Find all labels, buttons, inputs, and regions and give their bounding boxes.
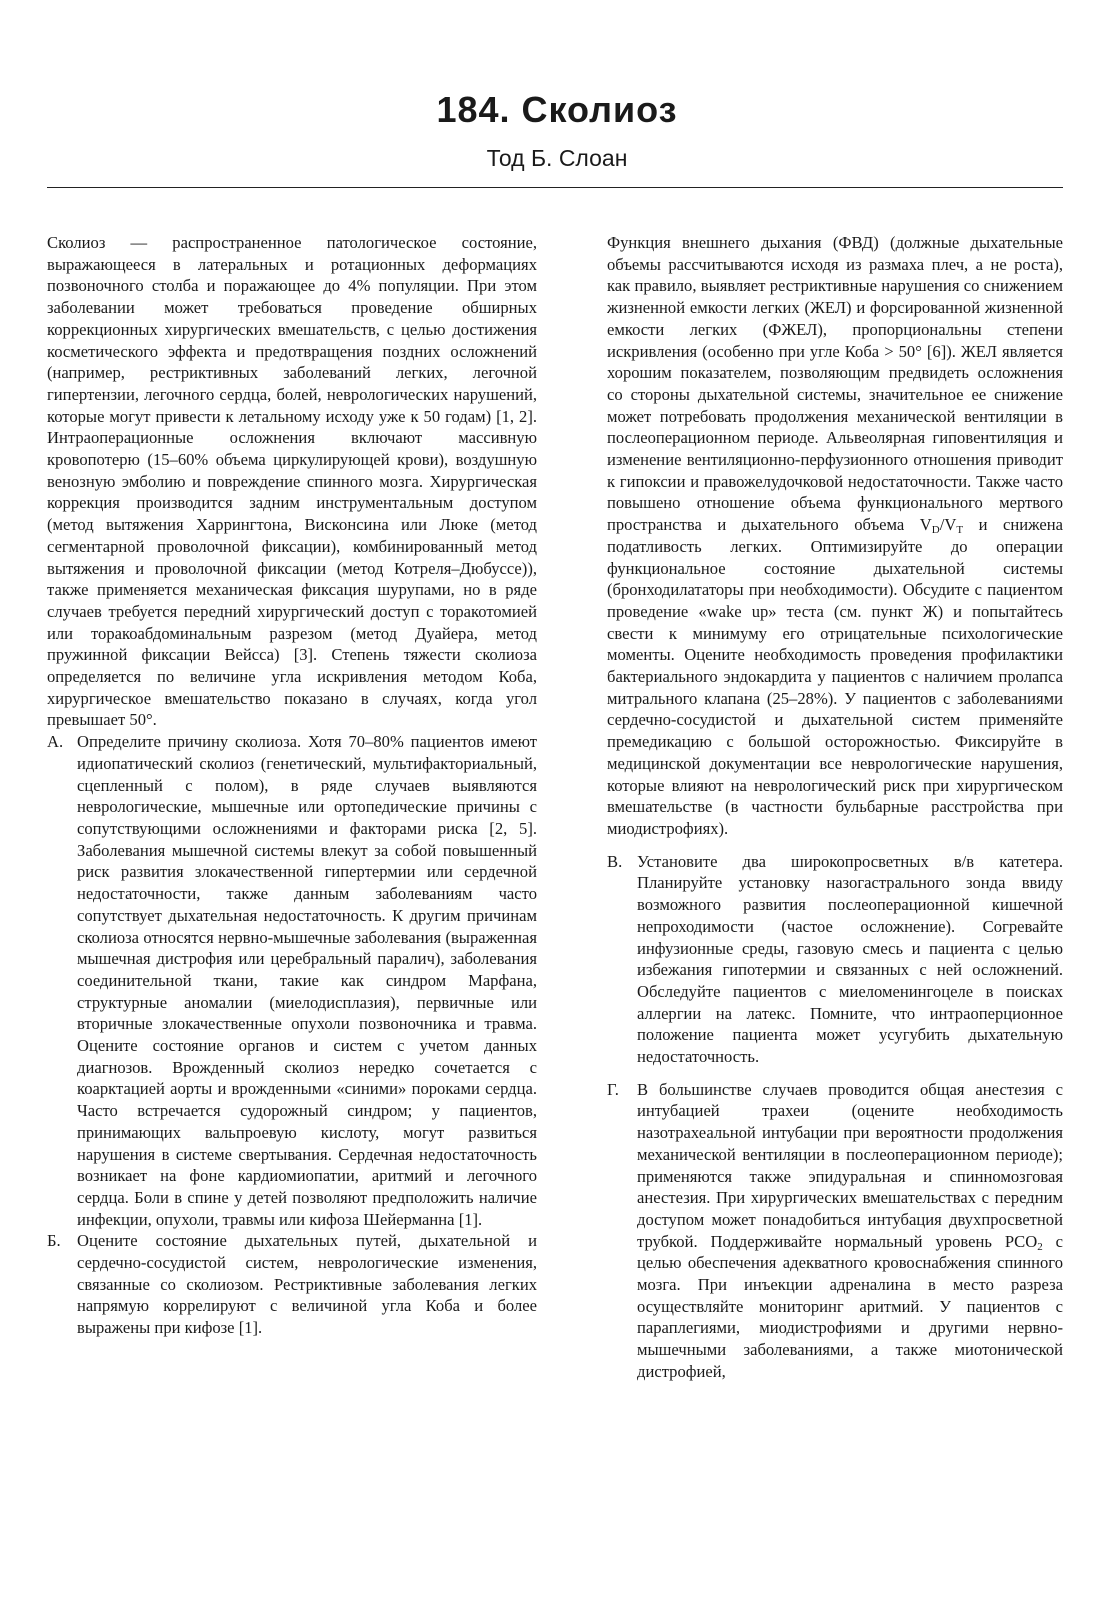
list-item-v	[607, 851, 1063, 1068]
continuation-text-1: Функция внешнего дыхания (ФВД) (должные дыхательные объемы рассчитываются исходя из размаха плеч, а не роста), как правило, выявляет рестриктивные нарушения со снижением жизненной емкости легких (ЖЕЛ) и форсированной жизненной емкости легких (ФЖЕЛ), пропорциональны степени искривления (особенно при угле Коба > 50° [6]). ЖЕЛ является хорошим показателем, позволяющим предвидеть осложнения со стороны дыхательной системы, значительное ее снижение может потребовать продолжения механической вентиляции в послеоперационном периоде. Альвеолярная гиповентиляция и изменение вентиляционно-перфузионного отношения приводит к гипоксии и правожелудочковой недостаточности. Также часто повышено отношение объема функционального мертвого пространства и дыхательного объема V	[607, 233, 1063, 535]
continuation-text-2: и снижена податливость легких. Оптимизируйте до операции функциональное состояние дыхательной системы (бронходилататоры при необходимости). Обсудите с пациентом проведение «wake up» теста (см. пункт Ж) и попытайтесь свести к минимуму его отрицательные психологические моменты. Оцените необходимость проведения профилактики бактериального эндокардита у пациентов с наличием пролапса митрального клапана (25–28%). У пациентов с заболеваниями сердечно-сосудистой и дыхательной систем применяйте премедикацию с большой осторожностью. Фиксируйте в медицинской документации все неврологические нарушения, которые влияют на неврологический риск при хирургическом вмешательстве (в частности бульбарные расстройства при миодистрофиях).	[607, 515, 1063, 838]
chapter-title: 184. Сколиоз	[436, 89, 678, 130]
list-item-g	[607, 1079, 1063, 1383]
header-divider	[47, 187, 1063, 188]
list-item-b-text: Оцените состояние дыхательных путей, дыхательной и сердечно-сосудистой систем, неврологические изменения, связанные со сколиозом. Рестриктивные заболевания легких напрямую коррелируют с величиной угла Коба и более выражены при кифозе [1].	[77, 1231, 537, 1338]
list-marker-g: Г.	[607, 1079, 619, 1099]
list-item-b	[47, 1230, 537, 1339]
right-column	[607, 232, 1063, 1383]
list-item-g-text	[637, 1079, 1063, 1383]
subscript-d: D	[931, 524, 940, 537]
list-marker-v: В.	[607, 851, 623, 871]
subscript-t: T	[956, 524, 964, 537]
list-item-a-text: Определите причину сколиоза. Хотя 70–80% пациентов имеют идиопатический сколиоз (генетический, мультифакториальный, сцепленный с полом), в ряде случаев выявляются неврологические, мышечные или ортопедические причины с сопутствующими осложнениями и факторами риска [2, 5]. Заболевания мышечной системы влекут за собой повышенный риск развития злокачественной гипертермии или сердечной недостаточности, также данным заболеваниям часто сопутствует дыхательная недостаточность. К другим причинам сколиоза относятся нервно-мышечные заболевания (выраженная мышечная дистрофия или церебральный паралич), заболевания соединительной ткани, такие как синдром Марфана, структурные аномалии (миелодисплазия), первичные или вторичные злокачественные опухоли позвоночника и травма. Оцените состояние органов и систем с учетом данных диагнозов. Врожденный сколиоз нередко сочетается с коарктацией аорты и врожденными «синими» пороками сердца. Часто встречается судорожный синдром; у пациентов, принимающих вальпроевую кислоту, могут развиться нарушения в системе свертывания. Сердечная недостаточность возникает на фоне кардиомиопатии, аритмий и легочного сердца. Боли в спине у детей позволяют предположить наличие инфекции, опухоли, травмы или кифоза Шейерманна [1].	[77, 732, 537, 1229]
list-marker-a: А.	[47, 732, 64, 752]
list-item-a	[47, 731, 537, 1230]
left-column	[47, 232, 537, 1339]
item-b-continuation	[607, 232, 1063, 840]
subscript-2: 2	[1037, 1240, 1043, 1253]
chapter-author: Тод Б. Слоан	[486, 145, 628, 171]
intro-paragraph: Сколиоз — распространенное патологическое состояние, выражающееся в латеральных и ротационных деформациях позвоночного столба и поражающее до 4% популяции. При этом заболевании может требоваться проведение обширных коррекционных хирургических вмешательств, с целью достижения косметического эффекта и предотвращения поздних осложнений (например, рестриктивных заболеваний легких, легочной гипертензии, легочного сердца, болей, неврологических нарушений, которые могут привести к летальному исходу уже к 50 годам) [1, 2]. Интраоперационные осложнения включают массивную кровопотерю (15–60% объема циркулирующей крови), воздушную венозную эмболию и повреждение спинного мозга. Хирургическая коррекция производится задним инструментальным доступом (метод вытяжения Харрингтона, Висконсина или Люке (метод сегментарной проволочной фиксации), комбинированный метод вытяжения и проволочной фиксации (метод Котреля–Дюбуссе)), также применяется механическая фиксация шурупами, но в ряде случаев требуется передний хирургический доступ с торакотомией или торакоабдоминальным разрезом (метод Дуайера, метод пружинной фиксации Вейсса) [3]. Степень тяжести сколиоза определяется по величине угла искривления методом Коба, хирургическое вмешательство показано в случаях, когда угол превышает 50°.	[47, 233, 537, 730]
list-item-v-text: Установите два широкопросветных в/в катетера. Планируйте установку назогастрального зонда ввиду возможного развития послеоперационной кишечной непроходимости (частое осложнение). Согревайте инфузионные среды, газовую смесь и пациента с целью избежания гипотермии и связанных с ней осложнений. Обследуйте пациентов с миеломенингоцеле в поисках аллергии на латекс. Помните, что интраоперционное положение пациента может усугубить дыхательную недостаточность.	[637, 851, 1063, 1067]
item-g-text-2: с целью обеспечения адекватного кровоснабжения спинного мозга. При инъекции адреналина в место разреза осуществляйте мониторинг аритмий. У пациентов с параплегиями, миодистрофиями и другими нервно-мышечными заболеваниями, а также миотонической дистрофией,	[637, 1231, 1064, 1381]
item-g-text-1: В большинстве случаев проводится общая анестезия с интубацией трахеи (оцените необходимость назотрахеальной интубации при вероятности продолжения механической вентиляции в послеоперационном периоде); применяются также эпидуральная и спинномозговая анестезия. При хирургических вмешательствах с передним доступом может понадобиться интубация двухпросветной трубкой. Поддерживайте нормальный уровень PCO	[637, 1079, 1063, 1251]
slash-v: /V	[939, 515, 957, 535]
list-marker-b: Б.	[47, 1231, 61, 1251]
